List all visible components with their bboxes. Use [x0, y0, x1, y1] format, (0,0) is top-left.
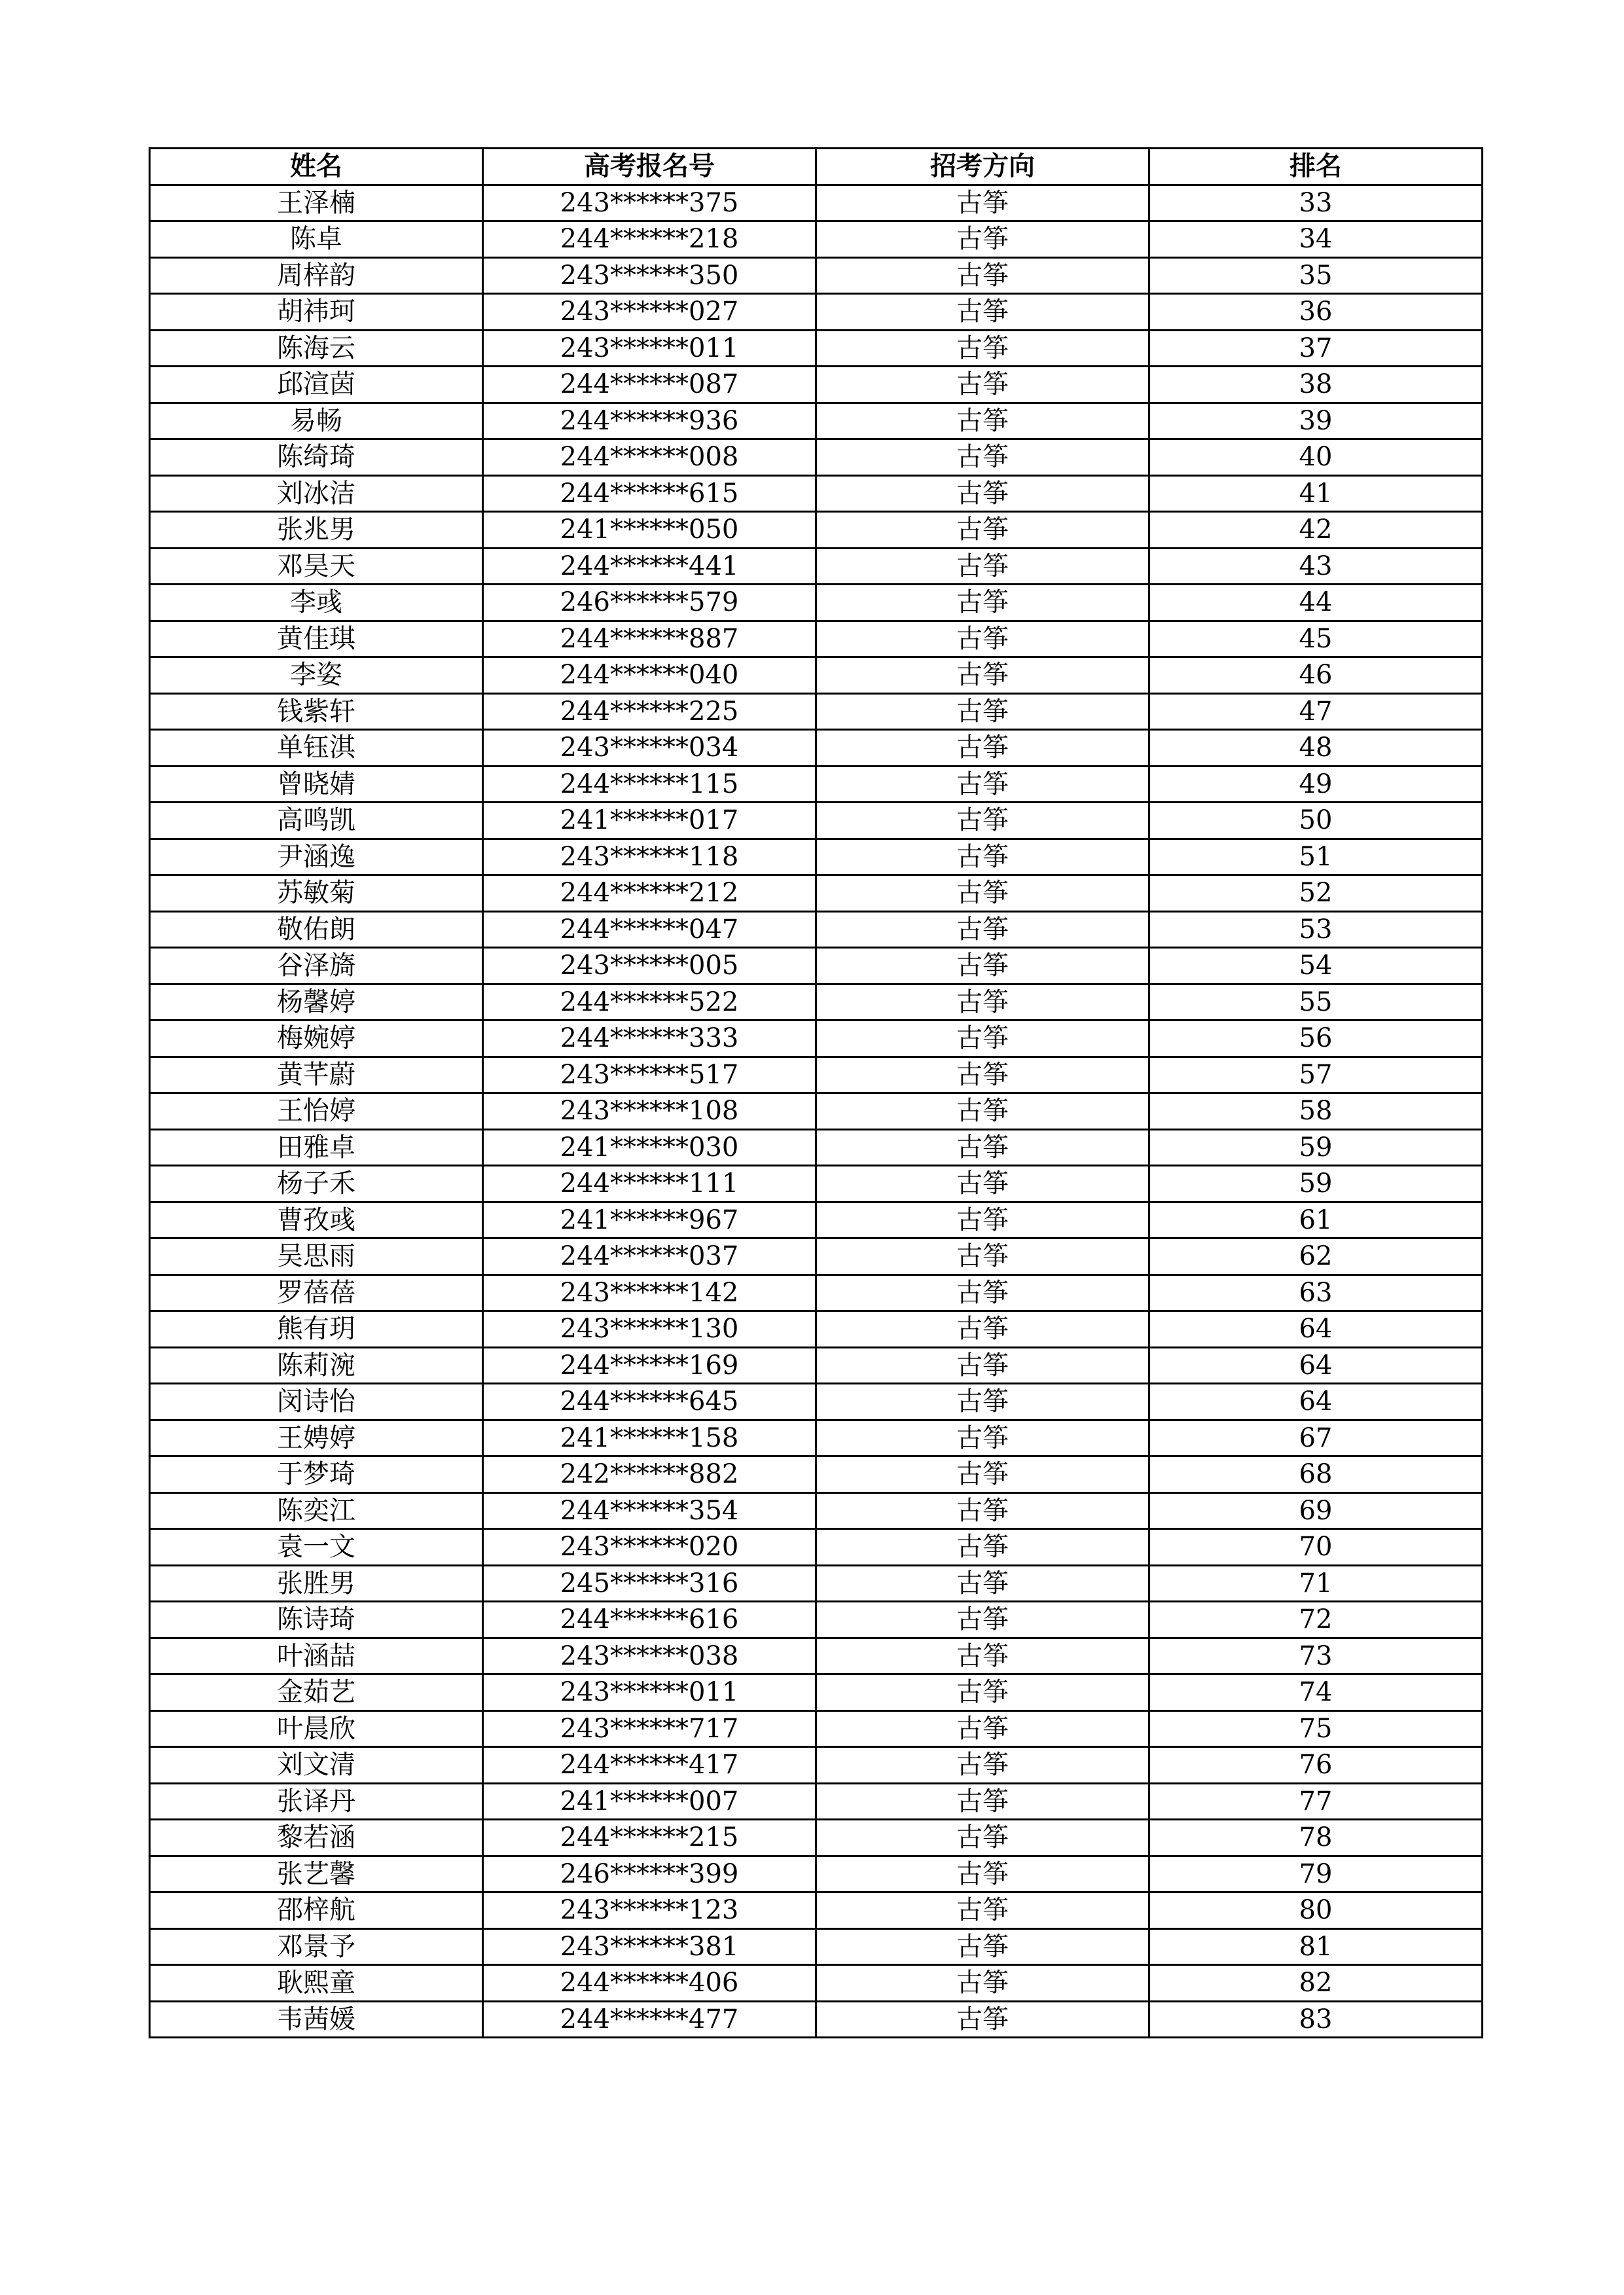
table-row — [150, 766, 1483, 803]
table-row — [150, 475, 1483, 512]
table-row — [150, 1057, 1483, 1093]
cell-rank: 43 — [1149, 548, 1483, 585]
cell-registration-number: 243******011 — [483, 1674, 816, 1711]
cell-direction: 古筝 — [816, 185, 1149, 221]
cell-registration-number: 241******967 — [483, 1202, 816, 1238]
cell-rank: 76 — [1149, 1747, 1483, 1784]
cell-direction: 古筝 — [816, 1274, 1149, 1311]
cell-registration-number: 244******441 — [483, 548, 816, 585]
cell-name: 曹孜彧 — [150, 1202, 483, 1238]
header-registration-number: 高考报名号 — [483, 149, 816, 185]
cell-direction: 古筝 — [816, 1129, 1149, 1166]
cell-registration-number: 243******038 — [483, 1638, 816, 1674]
cell-registration-number: 244******477 — [483, 2001, 816, 2038]
cell-rank: 64 — [1149, 1347, 1483, 1384]
cell-name: 周梓韵 — [150, 257, 483, 294]
cell-rank: 45 — [1149, 621, 1483, 657]
cell-direction: 古筝 — [816, 1021, 1149, 1057]
cell-direction: 古筝 — [816, 330, 1149, 367]
cell-name: 闵诗怡 — [150, 1384, 483, 1420]
cell-rank: 77 — [1149, 1783, 1483, 1820]
cell-direction: 古筝 — [816, 1384, 1149, 1420]
cell-registration-number: 244******887 — [483, 621, 816, 657]
cell-registration-number: 244******354 — [483, 1492, 816, 1529]
table-row — [150, 1166, 1483, 1202]
cell-name: 陈绮琦 — [150, 439, 483, 476]
cell-name: 田雅卓 — [150, 1129, 483, 1166]
cell-registration-number: 241******158 — [483, 1420, 816, 1456]
cell-name: 金茹艺 — [150, 1674, 483, 1711]
cell-rank: 72 — [1149, 1602, 1483, 1638]
cell-rank: 81 — [1149, 1928, 1483, 1965]
cell-registration-number: 243******517 — [483, 1057, 816, 1093]
cell-rank: 59 — [1149, 1166, 1483, 1202]
table-row — [150, 803, 1483, 839]
cell-registration-number: 243******375 — [483, 185, 816, 221]
cell-rank: 61 — [1149, 1202, 1483, 1238]
cell-registration-number: 241******007 — [483, 1783, 816, 1820]
cell-direction: 古筝 — [816, 1565, 1149, 1602]
table-row — [150, 839, 1483, 875]
cell-rank: 78 — [1149, 1820, 1483, 1856]
cell-registration-number: 244******169 — [483, 1347, 816, 1384]
cell-direction: 古筝 — [816, 1892, 1149, 1929]
cell-name: 叶涵喆 — [150, 1638, 483, 1674]
cell-name: 胡祎珂 — [150, 294, 483, 331]
table-row — [150, 1202, 1483, 1238]
cell-direction: 古筝 — [816, 1783, 1149, 1820]
table-row — [150, 1747, 1483, 1784]
cell-direction: 古筝 — [816, 257, 1149, 294]
cell-name: 熊有玥 — [150, 1311, 483, 1348]
cell-name: 谷泽旖 — [150, 948, 483, 985]
cell-registration-number: 243******717 — [483, 1710, 816, 1747]
cell-rank: 52 — [1149, 875, 1483, 912]
cell-rank: 80 — [1149, 1892, 1483, 1929]
cell-registration-number: 244******417 — [483, 1747, 816, 1784]
cell-name: 张胜男 — [150, 1565, 483, 1602]
cell-rank: 64 — [1149, 1311, 1483, 1348]
cell-direction: 古筝 — [816, 1347, 1149, 1384]
cell-name: 敬佑朗 — [150, 911, 483, 948]
table-row — [150, 221, 1483, 258]
cell-direction: 古筝 — [816, 2001, 1149, 2038]
cell-name: 黄佳琪 — [150, 621, 483, 657]
cell-name: 黎若涵 — [150, 1820, 483, 1856]
cell-direction: 古筝 — [816, 294, 1149, 331]
table-row — [150, 330, 1483, 367]
cell-direction: 古筝 — [816, 1856, 1149, 1892]
cell-direction: 古筝 — [816, 1311, 1149, 1348]
table-row — [150, 1238, 1483, 1275]
table-row — [150, 367, 1483, 403]
cell-rank: 41 — [1149, 475, 1483, 512]
cell-direction: 古筝 — [816, 475, 1149, 512]
table-row — [150, 1783, 1483, 1820]
cell-name: 韦茜媛 — [150, 2001, 483, 2038]
table-row — [150, 1529, 1483, 1566]
table-row — [150, 1856, 1483, 1892]
cell-direction: 古筝 — [816, 766, 1149, 803]
cell-rank: 54 — [1149, 948, 1483, 985]
cell-direction: 古筝 — [816, 948, 1149, 985]
cell-rank: 55 — [1149, 984, 1483, 1021]
cell-registration-number: 243******011 — [483, 330, 816, 367]
cell-direction: 古筝 — [816, 1456, 1149, 1493]
table-row — [150, 1638, 1483, 1674]
cell-rank: 40 — [1149, 439, 1483, 476]
cell-name: 李姿 — [150, 657, 483, 694]
cell-name: 张艺馨 — [150, 1856, 483, 1892]
cell-name: 曾晓婧 — [150, 766, 483, 803]
table-row — [150, 984, 1483, 1021]
table-row — [150, 911, 1483, 948]
table-row — [150, 1928, 1483, 1965]
cell-registration-number: 243******027 — [483, 294, 816, 331]
table-row — [150, 1892, 1483, 1929]
cell-registration-number: 243******350 — [483, 257, 816, 294]
cell-registration-number: 245******316 — [483, 1565, 816, 1602]
cell-name: 于梦琦 — [150, 1456, 483, 1493]
cell-direction: 古筝 — [816, 693, 1149, 730]
cell-direction: 古筝 — [816, 1820, 1149, 1856]
cell-registration-number: 243******123 — [483, 1892, 816, 1929]
cell-rank: 74 — [1149, 1674, 1483, 1711]
table-row — [150, 294, 1483, 331]
cell-registration-number: 244******333 — [483, 1021, 816, 1057]
table-row — [150, 1129, 1483, 1166]
cell-registration-number: 241******017 — [483, 803, 816, 839]
table-row — [150, 439, 1483, 476]
cell-name: 高鸣凯 — [150, 803, 483, 839]
table-row — [150, 403, 1483, 439]
cell-registration-number: 244******616 — [483, 1602, 816, 1638]
cell-direction: 古筝 — [816, 1093, 1149, 1130]
cell-direction: 古筝 — [816, 1420, 1149, 1456]
cell-rank: 48 — [1149, 730, 1483, 767]
table-row — [150, 1347, 1483, 1384]
cell-registration-number: 244******111 — [483, 1166, 816, 1202]
cell-registration-number: 243******020 — [483, 1529, 816, 1566]
table-row — [150, 1093, 1483, 1130]
cell-name: 黄芊蔚 — [150, 1057, 483, 1093]
cell-name: 苏敏菊 — [150, 875, 483, 912]
cell-rank: 62 — [1149, 1238, 1483, 1275]
cell-rank: 39 — [1149, 403, 1483, 439]
cell-direction: 古筝 — [816, 1492, 1149, 1529]
cell-name: 张译丹 — [150, 1783, 483, 1820]
table-row — [150, 257, 1483, 294]
cell-rank: 73 — [1149, 1638, 1483, 1674]
table-row — [150, 512, 1483, 549]
cell-rank: 49 — [1149, 766, 1483, 803]
cell-name: 梅婉婷 — [150, 1021, 483, 1057]
cell-name: 尹涵逸 — [150, 839, 483, 875]
cell-registration-number: 244******522 — [483, 984, 816, 1021]
cell-registration-number: 244******225 — [483, 693, 816, 730]
table-row — [150, 185, 1483, 221]
cell-name: 刘文清 — [150, 1747, 483, 1784]
cell-rank: 35 — [1149, 257, 1483, 294]
cell-direction: 古筝 — [816, 621, 1149, 657]
cell-name: 袁一文 — [150, 1529, 483, 1566]
cell-direction: 古筝 — [816, 585, 1149, 621]
cell-registration-number: 244******936 — [483, 403, 816, 439]
cell-registration-number: 244******115 — [483, 766, 816, 803]
header-name: 姓名 — [150, 149, 483, 185]
cell-direction: 古筝 — [816, 548, 1149, 585]
cell-direction: 古筝 — [816, 1166, 1149, 1202]
cell-direction: 古筝 — [816, 803, 1149, 839]
table-row — [150, 548, 1483, 585]
cell-direction: 古筝 — [816, 403, 1149, 439]
cell-registration-number: 244******218 — [483, 221, 816, 258]
cell-name: 邓昊天 — [150, 548, 483, 585]
table-row — [150, 1820, 1483, 1856]
cell-registration-number: 243******130 — [483, 1311, 816, 1348]
cell-rank: 63 — [1149, 1274, 1483, 1311]
table-row — [150, 875, 1483, 912]
cell-rank: 67 — [1149, 1420, 1483, 1456]
cell-direction: 古筝 — [816, 367, 1149, 403]
cell-registration-number: 246******399 — [483, 1856, 816, 1892]
table-row — [150, 1565, 1483, 1602]
cell-name: 王娉婷 — [150, 1420, 483, 1456]
cell-rank: 71 — [1149, 1565, 1483, 1602]
table-row — [150, 1420, 1483, 1456]
cell-direction: 古筝 — [816, 1710, 1149, 1747]
cell-name: 钱紫轩 — [150, 693, 483, 730]
cell-direction: 古筝 — [816, 1965, 1149, 2002]
table-body — [150, 185, 1483, 2038]
cell-name: 罗蓓蓓 — [150, 1274, 483, 1311]
cell-direction: 古筝 — [816, 911, 1149, 948]
cell-rank: 36 — [1149, 294, 1483, 331]
cell-rank: 79 — [1149, 1856, 1483, 1892]
cell-name: 陈莉涴 — [150, 1347, 483, 1384]
table-row — [150, 1965, 1483, 2002]
cell-registration-number: 241******030 — [483, 1129, 816, 1166]
cell-registration-number: 244******008 — [483, 439, 816, 476]
cell-rank: 34 — [1149, 221, 1483, 258]
cell-rank: 37 — [1149, 330, 1483, 367]
cell-direction: 古筝 — [816, 1928, 1149, 1965]
cell-rank: 69 — [1149, 1492, 1483, 1529]
table-row — [150, 1710, 1483, 1747]
cell-direction: 古筝 — [816, 1202, 1149, 1238]
cell-registration-number: 246******579 — [483, 585, 816, 621]
cell-name: 陈奕江 — [150, 1492, 483, 1529]
cell-name: 杨馨婷 — [150, 984, 483, 1021]
cell-direction: 古筝 — [816, 1057, 1149, 1093]
cell-name: 王泽楠 — [150, 185, 483, 221]
header-row — [150, 149, 1483, 185]
cell-registration-number: 244******212 — [483, 875, 816, 912]
table-row — [150, 1456, 1483, 1493]
cell-registration-number: 243******005 — [483, 948, 816, 985]
cell-rank: 82 — [1149, 1965, 1483, 2002]
cell-direction: 古筝 — [816, 221, 1149, 258]
cell-registration-number: 244******047 — [483, 911, 816, 948]
cell-name: 杨子禾 — [150, 1166, 483, 1202]
header-direction: 招考方向 — [816, 149, 1149, 185]
cell-direction: 古筝 — [816, 1747, 1149, 1784]
cell-registration-number: 243******108 — [483, 1093, 816, 1130]
cell-rank: 83 — [1149, 2001, 1483, 2038]
cell-registration-number: 244******037 — [483, 1238, 816, 1275]
header-rank: 排名 — [1149, 149, 1483, 185]
cell-direction: 古筝 — [816, 984, 1149, 1021]
cell-registration-number: 244******215 — [483, 1820, 816, 1856]
cell-registration-number: 244******040 — [483, 657, 816, 694]
cell-name: 吴思雨 — [150, 1238, 483, 1275]
cell-name: 李彧 — [150, 585, 483, 621]
cell-name: 陈卓 — [150, 221, 483, 258]
cell-rank: 57 — [1149, 1057, 1483, 1093]
cell-direction: 古筝 — [816, 1674, 1149, 1711]
table-row — [150, 1274, 1483, 1311]
cell-registration-number: 242******882 — [483, 1456, 816, 1493]
table-row — [150, 2001, 1483, 2038]
cell-registration-number: 244******406 — [483, 1965, 816, 2002]
table-row — [150, 1602, 1483, 1638]
table-row — [150, 1674, 1483, 1711]
cell-rank: 64 — [1149, 1384, 1483, 1420]
cell-name: 叶晨欣 — [150, 1710, 483, 1747]
cell-rank: 38 — [1149, 367, 1483, 403]
cell-rank: 42 — [1149, 512, 1483, 549]
cell-rank: 47 — [1149, 693, 1483, 730]
cell-direction: 古筝 — [816, 730, 1149, 767]
cell-name: 陈诗琦 — [150, 1602, 483, 1638]
cell-registration-number: 244******087 — [483, 367, 816, 403]
cell-registration-number: 243******034 — [483, 730, 816, 767]
cell-name: 邵梓航 — [150, 1892, 483, 1929]
cell-rank: 68 — [1149, 1456, 1483, 1493]
table-row — [150, 730, 1483, 767]
table-row — [150, 1384, 1483, 1420]
cell-name: 单钰淇 — [150, 730, 483, 767]
cell-registration-number: 243******118 — [483, 839, 816, 875]
cell-name: 王怡婷 — [150, 1093, 483, 1130]
cell-name: 邓景予 — [150, 1928, 483, 1965]
cell-registration-number: 243******142 — [483, 1274, 816, 1311]
cell-rank: 51 — [1149, 839, 1483, 875]
cell-rank: 33 — [1149, 185, 1483, 221]
cell-registration-number: 244******645 — [483, 1384, 816, 1420]
table-row — [150, 1492, 1483, 1529]
cell-name: 易畅 — [150, 403, 483, 439]
cell-name: 刘冰洁 — [150, 475, 483, 512]
cell-direction: 古筝 — [816, 439, 1149, 476]
cell-rank: 70 — [1149, 1529, 1483, 1566]
cell-direction: 古筝 — [816, 657, 1149, 694]
cell-direction: 古筝 — [816, 512, 1149, 549]
table-row — [150, 657, 1483, 694]
cell-direction: 古筝 — [816, 839, 1149, 875]
cell-registration-number: 241******050 — [483, 512, 816, 549]
cell-rank: 50 — [1149, 803, 1483, 839]
table-row — [150, 585, 1483, 621]
cell-registration-number: 244******615 — [483, 475, 816, 512]
cell-direction: 古筝 — [816, 1529, 1149, 1566]
cell-rank: 56 — [1149, 1021, 1483, 1057]
cell-direction: 古筝 — [816, 1238, 1149, 1275]
table-row — [150, 621, 1483, 657]
cell-rank: 46 — [1149, 657, 1483, 694]
cell-name: 张兆男 — [150, 512, 483, 549]
table-row — [150, 1021, 1483, 1057]
table-row — [150, 693, 1483, 730]
cell-name: 陈海云 — [150, 330, 483, 367]
cell-direction: 古筝 — [816, 875, 1149, 912]
cell-rank: 58 — [1149, 1093, 1483, 1130]
table-row — [150, 948, 1483, 985]
cell-name: 邱渲茵 — [150, 367, 483, 403]
cell-rank: 53 — [1149, 911, 1483, 948]
table-row — [150, 1311, 1483, 1348]
cell-rank: 59 — [1149, 1129, 1483, 1166]
cell-direction: 古筝 — [816, 1602, 1149, 1638]
cell-registration-number: 243******381 — [483, 1928, 816, 1965]
cell-name: 耿熙童 — [150, 1965, 483, 2002]
ranking-table — [149, 147, 1483, 2038]
cell-rank: 44 — [1149, 585, 1483, 621]
cell-rank: 75 — [1149, 1710, 1483, 1747]
cell-direction: 古筝 — [816, 1638, 1149, 1674]
